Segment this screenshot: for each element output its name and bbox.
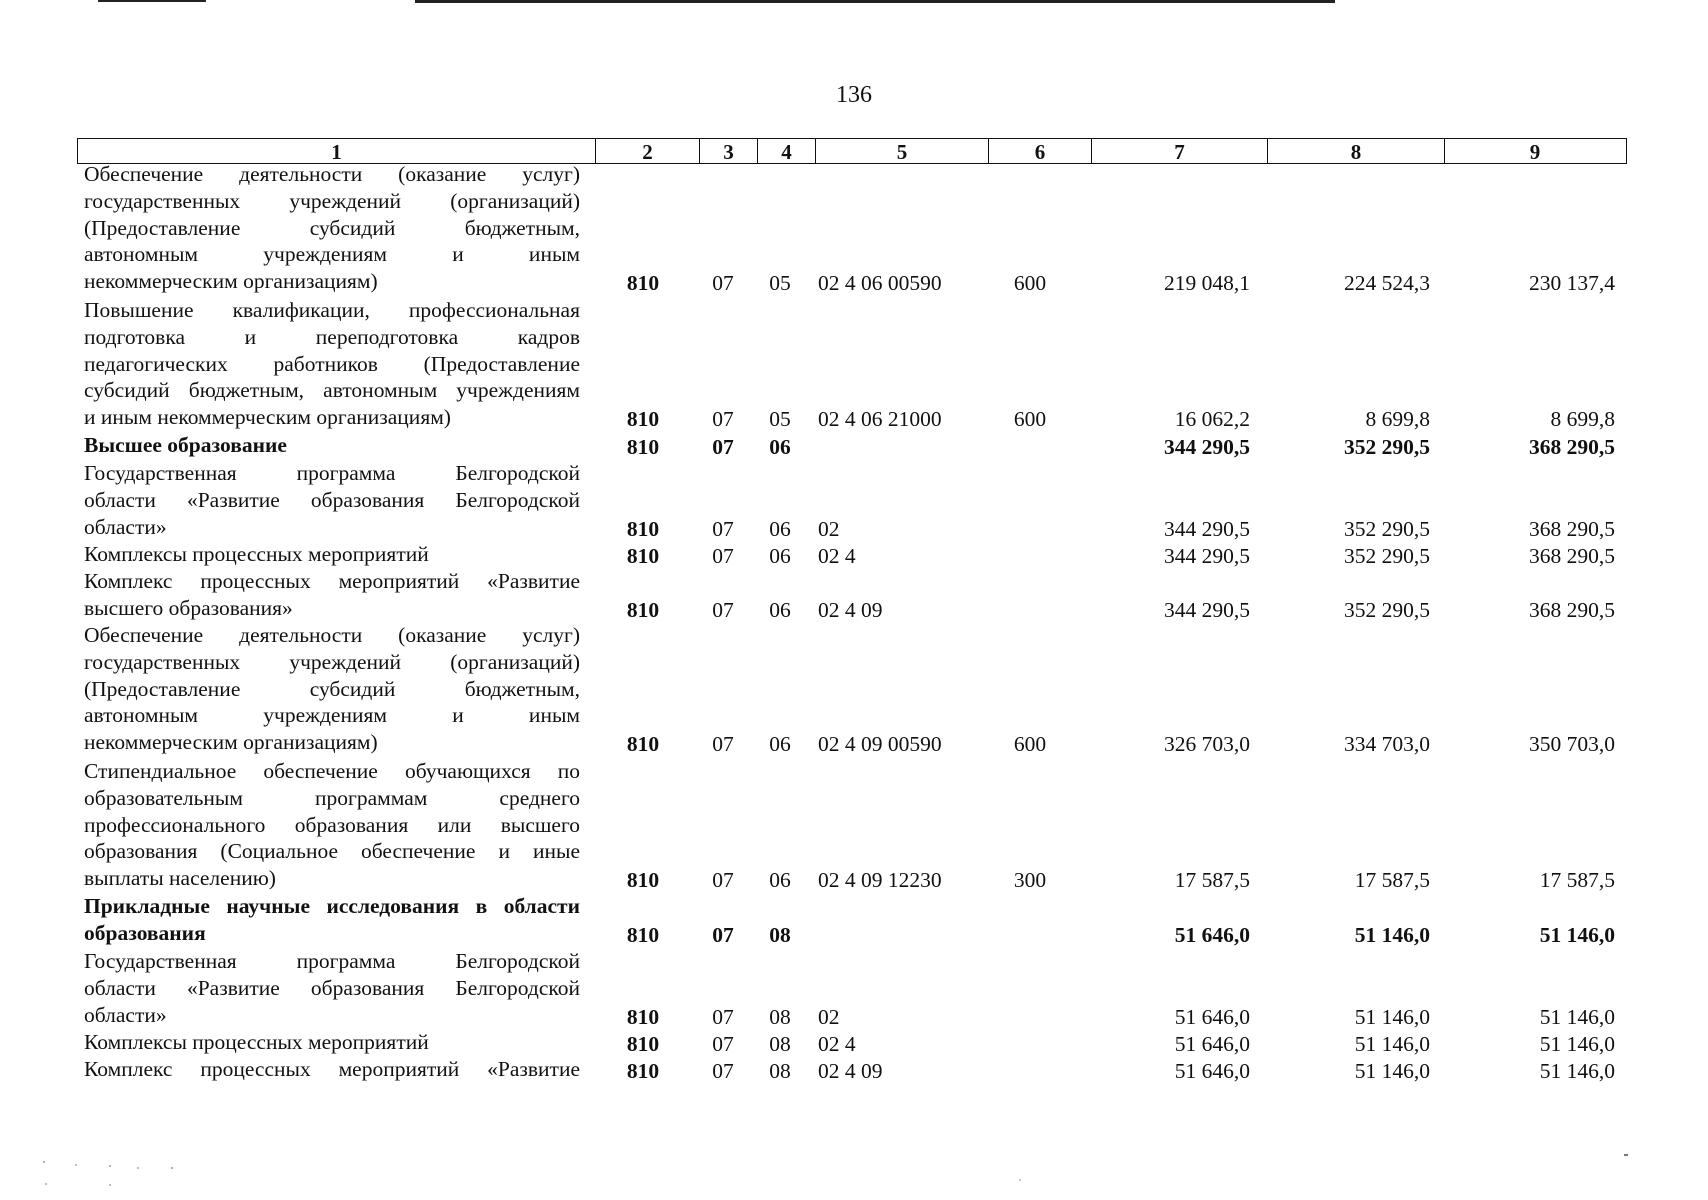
header-col-7: 7: [1091, 139, 1267, 163]
row-subsection: 08: [769, 1059, 791, 1083]
row-name-line: Обеспечение деятельности (оказание услуг): [84, 162, 580, 186]
row-name: [84, 1056, 580, 1083]
row-target-article: 02 4 06 00590: [818, 271, 942, 296]
row-target-article: 02 4 09 12230: [818, 868, 942, 893]
row-section: 07: [712, 597, 734, 622]
row-value-year1: 344 290,5: [1164, 435, 1250, 459]
row-section: 07: [712, 1004, 734, 1029]
row-subsection: 08: [769, 922, 791, 947]
row-name-line: государственных учреждений (организаций): [84, 188, 580, 213]
row-name-line: некоммерческим организациям): [84, 269, 378, 294]
row-name-line: (Предоставление субсидий бюджетным,: [84, 215, 580, 240]
row-value-year1: 219 048,1: [1164, 271, 1250, 296]
row-code-gov: 810: [626, 1004, 660, 1029]
row-value-year1: 51 646,0: [1174, 1032, 1250, 1056]
header-col-3: 3: [699, 139, 757, 163]
row-name: [84, 893, 580, 947]
row-name-line: выплаты населению): [84, 866, 276, 891]
row-section: 07: [712, 1059, 734, 1083]
row-subsection: 08: [769, 1032, 791, 1056]
row-subsection: 06: [769, 435, 791, 459]
row-name-line: и иным некоммерческим организациям): [84, 405, 451, 430]
row-section: 07: [712, 544, 734, 568]
row-value-year2: 17 587,5: [1354, 868, 1430, 893]
row-value-year3: 368 290,5: [1529, 597, 1615, 622]
row-target-article: 02 4: [818, 544, 856, 568]
row-name-line: образования (Социальное обеспечение и иные: [84, 839, 580, 864]
row-name: [84, 161, 580, 295]
row-value-year1: 51 646,0: [1174, 1004, 1250, 1029]
row-expense-type: 600: [1013, 407, 1047, 432]
row-target-article: 02: [818, 516, 840, 541]
row-subsection: 06: [769, 868, 791, 893]
row-target-article: 02 4 09 00590: [818, 732, 942, 757]
row-code-gov: 810: [626, 407, 660, 432]
row-value-year2: 51 146,0: [1354, 1032, 1430, 1056]
row-value-year1: 344 290,5: [1164, 597, 1250, 622]
row-name: [84, 948, 580, 1028]
row-value-year2: 51 146,0: [1354, 1059, 1430, 1083]
row-value-year2: 352 290,5: [1344, 435, 1430, 459]
row-name-line: Прикладные научные исследования в области: [84, 894, 580, 918]
row-value-year1: 17 587,5: [1174, 868, 1250, 893]
row-target-article: 02 4 06 21000: [818, 407, 942, 432]
row-name-line: области»: [84, 1002, 167, 1027]
row-value-year3: 368 290,5: [1529, 516, 1615, 541]
row-name-line: Высшее образование: [84, 433, 287, 457]
row-value-year1: 51 646,0: [1174, 1059, 1250, 1083]
header-col-4: 4: [757, 139, 815, 163]
row-section: 07: [712, 868, 734, 893]
row-code-gov: 810: [626, 435, 660, 459]
row-code-gov: 810: [626, 516, 660, 541]
row-subsection: 05: [769, 407, 791, 432]
row-name-line: области «Развитие образования Белгородской: [84, 487, 580, 512]
row-section: 07: [712, 271, 734, 296]
row-section: 07: [712, 407, 734, 432]
row-value-year3: 51 146,0: [1539, 922, 1615, 947]
row-name-line: Повышение квалификации, профессиональная: [84, 298, 580, 322]
row-name-line: педагогических работников (Предоставление: [84, 351, 580, 376]
header-col-6: 6: [988, 139, 1091, 163]
row-code-gov: 810: [626, 1059, 660, 1083]
page-number: 136: [836, 82, 872, 108]
row-value-year3: 368 290,5: [1529, 435, 1615, 459]
row-name-line: области»: [84, 514, 167, 539]
row-value-year3: 368 290,5: [1529, 544, 1615, 568]
row-value-year2: 334 703,0: [1344, 732, 1430, 757]
row-value-year2: 224 524,3: [1344, 271, 1430, 296]
row-target-article: 02: [818, 1004, 840, 1029]
row-target-article: 02 4 09: [818, 1059, 883, 1083]
row-name-line: Комплекс процессных мероприятий «Развитие: [84, 1057, 580, 1081]
row-section: 07: [712, 516, 734, 541]
row-value-year1: 326 703,0: [1164, 732, 1250, 757]
row-name: [84, 541, 580, 568]
row-code-gov: 810: [626, 597, 660, 622]
scan-specks: [0, 1140, 1708, 1200]
row-name-line: Комплекс процессных мероприятий «Развитие: [84, 569, 580, 593]
row-expense-type: 600: [1013, 271, 1047, 296]
row-code-gov: 810: [626, 922, 660, 947]
row-value-year3: 17 587,5: [1539, 868, 1615, 893]
row-name-line: Государственная программа Белгородской: [84, 461, 580, 485]
row-name-line: некоммерческим организациям): [84, 730, 378, 755]
row-section: 07: [712, 732, 734, 757]
row-name-line: Комплексы процессных мероприятий: [84, 1030, 429, 1054]
row-value-year3: 230 137,4: [1529, 271, 1615, 296]
row-value-year1: 344 290,5: [1164, 516, 1250, 541]
row-subsection: 06: [769, 597, 791, 622]
row-code-gov: 810: [626, 732, 660, 757]
row-name: [84, 460, 580, 540]
row-target-article: 02 4: [818, 1032, 856, 1056]
row-name-line: автономным учреждениям и иным: [84, 703, 580, 728]
header-col-5: 5: [815, 139, 988, 163]
scan-edge-line-left: [98, 0, 206, 2]
row-value-year2: 8 699,8: [1365, 407, 1430, 432]
row-name-line: высшего образования»: [84, 595, 293, 620]
row-name-line: субсидий бюджетным, автономным учреждениям: [84, 378, 580, 403]
header-col-8: 8: [1267, 139, 1444, 163]
row-value-year3: 51 146,0: [1539, 1004, 1615, 1029]
row-value-year1: 16 062,2: [1174, 407, 1250, 432]
row-subsection: 05: [769, 271, 791, 296]
row-section: 07: [712, 922, 734, 947]
row-name-line: подготовка и переподготовка кадров: [84, 324, 580, 349]
row-name: [84, 758, 580, 892]
row-value-year1: 51 646,0: [1174, 922, 1250, 947]
row-name-line: (Предоставление субсидий бюджетным,: [84, 676, 580, 701]
row-name-line: области «Развитие образования Белгородской: [84, 975, 580, 1000]
row-value-year1: 344 290,5: [1164, 544, 1250, 568]
row-name-line: Стипендиальное обеспечение обучающихся по: [84, 759, 580, 783]
row-section: 07: [712, 1032, 734, 1056]
header-col-1: 1: [331, 140, 342, 164]
row-value-year2: 352 290,5: [1344, 516, 1430, 541]
row-subsection: 06: [769, 544, 791, 568]
row-code-gov: 810: [626, 868, 660, 893]
row-target-article: 02 4 09: [818, 597, 883, 622]
row-code-gov: 810: [626, 271, 660, 296]
row-name: [84, 568, 580, 622]
row-name-line: образовательным программам среднего: [84, 785, 580, 810]
row-value-year3: 350 703,0: [1529, 732, 1615, 757]
row-expense-type: 600: [1013, 732, 1047, 757]
row-name-line: Обеспечение деятельности (оказание услуг): [84, 623, 580, 647]
row-name-line: автономным учреждениям и иным: [84, 242, 580, 267]
row-name: [84, 1029, 580, 1056]
row-value-year2: 51 146,0: [1354, 922, 1430, 947]
row-expense-type: 300: [1013, 868, 1047, 893]
row-name-line: образования: [84, 920, 206, 945]
row-code-gov: 810: [626, 1032, 660, 1056]
row-section: 07: [712, 435, 734, 459]
row-code-gov: 810: [626, 544, 660, 568]
row-subsection: 06: [769, 732, 791, 757]
row-name-line: профессионального образования или высшего: [84, 812, 580, 837]
row-value-year3: 51 146,0: [1539, 1032, 1615, 1056]
row-value-year2: 352 290,5: [1344, 544, 1430, 568]
row-name: [84, 297, 580, 431]
row-name: [84, 432, 580, 459]
header-col-9: 9: [1444, 139, 1625, 163]
row-subsection: 08: [769, 1004, 791, 1029]
row-value-year3: 8 699,8: [1550, 407, 1615, 432]
row-value-year2: 352 290,5: [1344, 597, 1430, 622]
header-col-2: 2: [595, 139, 699, 163]
scan-edge-line-right: [415, 0, 1335, 3]
row-name: [84, 622, 580, 756]
row-value-year2: 51 146,0: [1354, 1004, 1430, 1029]
row-name-line: Комплексы процессных мероприятий: [84, 542, 429, 566]
row-name-line: государственных учреждений (организаций): [84, 649, 580, 674]
row-name-line: Государственная программа Белгородской: [84, 949, 580, 973]
row-subsection: 06: [769, 516, 791, 541]
row-value-year3: 51 146,0: [1539, 1059, 1615, 1083]
